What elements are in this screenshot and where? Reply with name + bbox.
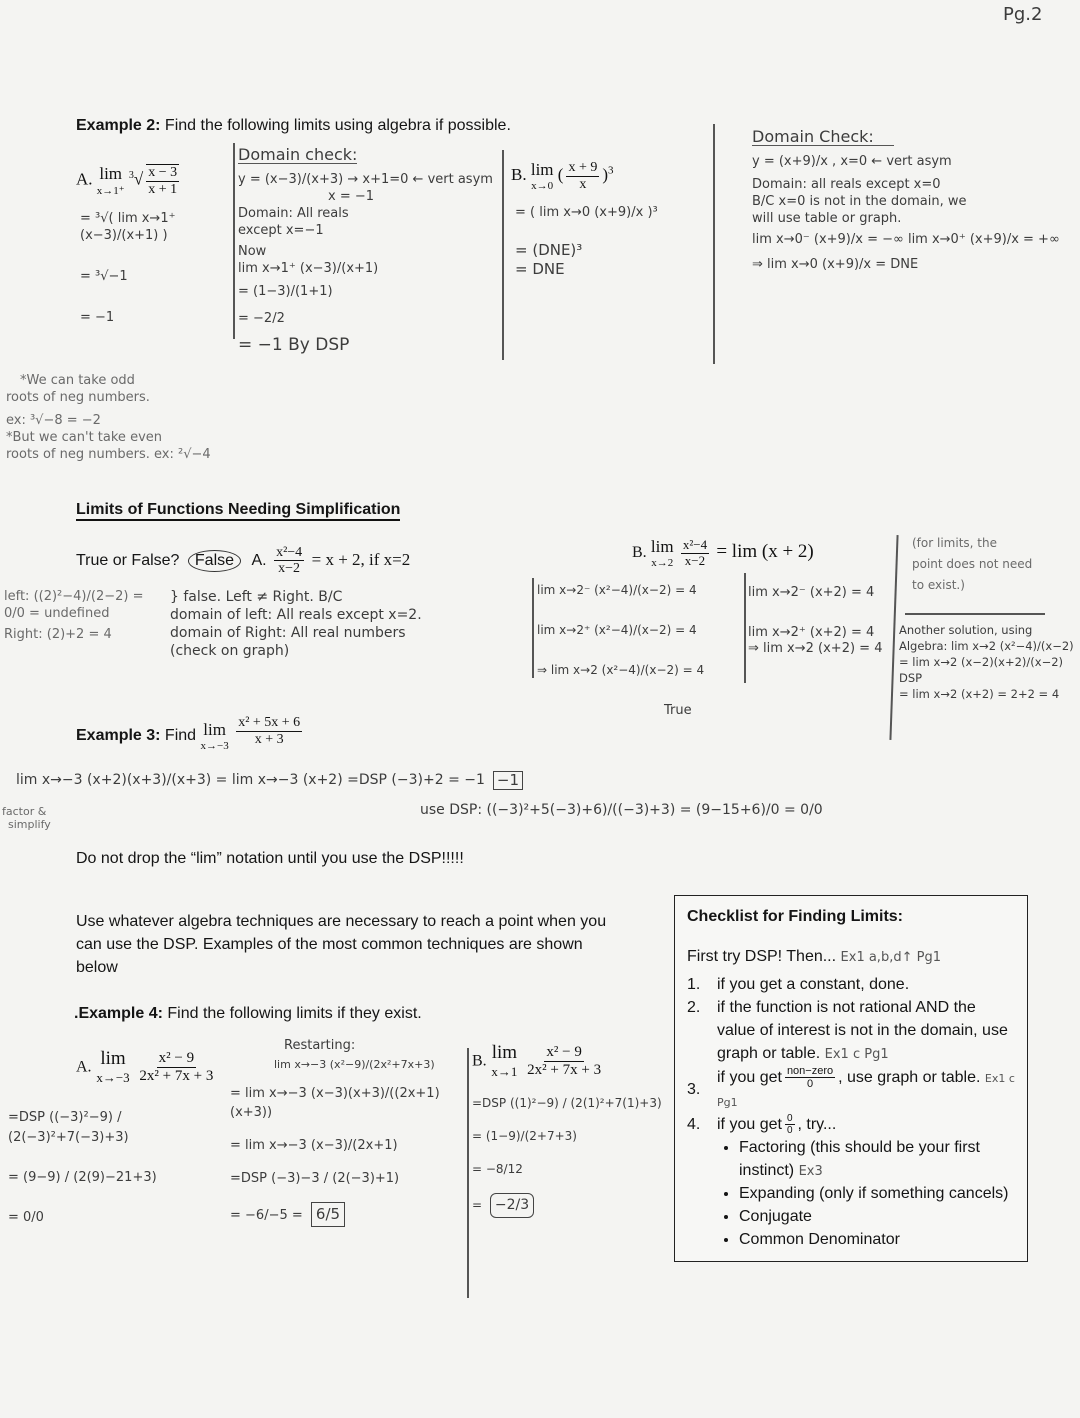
note-line: simplify <box>8 818 51 831</box>
checklist-box <box>674 895 1028 1262</box>
limit-approach: x→2 <box>651 557 674 569</box>
intro-line: can use the DSP. Examples of the most common techniques are shown <box>76 936 583 953</box>
limit-approach: x→1 <box>491 1064 518 1079</box>
fraction-numerator: x − 3 <box>148 165 178 181</box>
intro-line: below <box>76 959 118 976</box>
divider <box>744 573 746 683</box>
fraction-denominator: x + 1 <box>148 181 178 197</box>
domain-line: Domain: All reals <box>238 206 349 221</box>
divider <box>713 124 715 364</box>
note-line: factor & <box>2 805 47 818</box>
note-line: Another solution, using <box>899 623 1033 637</box>
work-line: = ³√−1 <box>80 269 128 284</box>
equation-rhs: = x + 2, if x=2 <box>311 550 411 570</box>
domain-line: y = (x−3)/(x+3) → x+1=0 ← vert asym <box>238 172 493 187</box>
example4-b-problem <box>472 1042 606 1080</box>
divider <box>905 613 1045 615</box>
divider <box>467 1048 469 1298</box>
first-step: First try DSP! Then... <box>687 948 837 965</box>
domain-line: y = (x+9)/x , x=0 ← vert asym <box>752 154 952 169</box>
problem-label: B. <box>511 164 527 184</box>
work-line: = ( lim x→0 (x+9)/x )³ <box>515 205 658 220</box>
example3-work-row <box>16 771 523 790</box>
problem-label: B. <box>632 543 647 561</box>
example4-a-answer-box: 6/5 <box>311 1202 345 1227</box>
work-line: = −1 <box>80 310 115 325</box>
domain-check-title: Domain Check: <box>752 128 894 146</box>
work-line: Right: (2)+2 = 4 <box>4 627 112 642</box>
domain-line: B/C x=0 is not in the domain, we <box>752 194 967 209</box>
checklist-steps <box>687 973 1017 1251</box>
work-line: lim x→−3 (x²−9)/(2x²+7x+3) <box>274 1058 435 1071</box>
limit-line: lim x→2⁻ (x+2) = 4 <box>748 585 875 600</box>
checklist-item <box>687 1113 1017 1136</box>
item-number: 1. <box>687 976 701 993</box>
item-text: if you get <box>717 1116 782 1134</box>
technique-item <box>739 1182 1017 1205</box>
work-line: Restarting: <box>284 1038 356 1053</box>
domain-line: = (1−3)/(1+1) <box>238 284 333 299</box>
limit-operator <box>97 164 125 197</box>
problem-label: B. <box>472 1052 487 1070</box>
work-line: = −6/−5 = <box>230 1208 303 1223</box>
item-text: if you get a constant, done. <box>717 976 910 993</box>
final-row <box>472 1193 662 1218</box>
explain-line: (check on graph) <box>170 643 290 659</box>
fraction-denominator: x <box>579 176 587 192</box>
fraction-numerator: x² − 9 <box>546 1044 582 1060</box>
true-false-problem <box>76 545 410 577</box>
explain-line: domain of Right: All real numbers <box>170 625 406 641</box>
domain-line: Domain: all reals except x=0 <box>752 177 941 192</box>
dsp-warning: Do not drop the “lim” notation until you use the DSP!!!!! <box>76 850 464 867</box>
example3-work: lim x→−3 (x+2)(x+3)/(x+3) = lim x→−3 (x+2) =DSP (−3)+2 = −1 <box>16 772 485 788</box>
one-sided-limits-a <box>537 582 704 678</box>
work-line: = lim x→−3 (x−3)/(2x+1) <box>230 1138 398 1153</box>
work-line: left: ((2)²−4)/(2−2) = 0/0 = undefined <box>4 589 144 621</box>
true-false-prompt: True or False? <box>76 552 180 570</box>
handwritten-note: Ex1 c Pg1 <box>824 1047 889 1062</box>
limit-line: lim x→2⁺ (x²−4)/(x−2) = 4 <box>537 623 697 637</box>
problem-label: A. <box>76 169 93 189</box>
domain-line: = −2/2 <box>238 311 285 326</box>
fraction-denominator: 2x² + 7x + 3 <box>139 1067 214 1084</box>
true-false-explanation <box>170 588 422 660</box>
explain-line: domain of left: All reals except x=2. <box>170 607 422 623</box>
item-text: if the function is not rational AND the value of interest is not in the domain, use graph or table. <box>717 999 1008 1062</box>
limit-line: ⇒ lim x→2 (x+2) = 4 <box>748 641 883 656</box>
intro-line: Use whatever algebra techniques are necessary to reach a point when you <box>76 913 607 930</box>
domain-line: x = −1 <box>328 189 375 204</box>
limit-line: lim x→2⁻ (x²−4)/(x−2) = 4 <box>537 583 697 597</box>
final-row <box>230 1202 455 1227</box>
technique-list <box>687 1136 1017 1251</box>
divider <box>233 143 235 339</box>
lim-text: lim <box>99 164 123 183</box>
work-line: = lim x→−3 (x−3)(x+3)/((2x+1)(x+3)) <box>230 1086 440 1120</box>
dsp-check: use DSP: ((−3)²+5(−3)+6)/((−3)+3) = (9−15+6)/0 = 0/0 <box>420 802 823 818</box>
example2-b-work <box>515 204 705 279</box>
work-line: = <box>472 1198 483 1212</box>
explain-line: } false. Left ≠ Right. B/C <box>170 589 343 605</box>
handwritten-note: Ex3 <box>798 1164 823 1180</box>
domain-line: lim x→1⁺ (x−3)/(x+1) <box>238 261 379 276</box>
limit-approach: x→0 <box>531 180 554 192</box>
fraction-denominator: x−2 <box>278 561 301 577</box>
handwritten-note: Ex1 a,b,d↑ Pg1 <box>840 950 941 965</box>
intro-paragraph <box>76 910 606 979</box>
limit-line: lim x→2⁺ (x+2) = 4 <box>748 625 875 640</box>
divider <box>889 535 898 740</box>
fraction-numerator: non−zero <box>786 1065 834 1077</box>
note-line: roots of neg numbers. ex: ²√−4 <box>6 447 211 462</box>
lim-text: lim <box>100 1048 126 1069</box>
example4-a-dsp-work <box>8 1108 208 1228</box>
fraction-numerator: x²−4 <box>276 545 303 560</box>
divider <box>532 578 534 678</box>
technique-text: Conjugate <box>739 1208 812 1226</box>
technique-text: Factoring (this should be your first instinct) <box>739 1139 980 1180</box>
work-line: =DSP ((1)²−9) / (2(1)²+7(1)+3) <box>472 1096 662 1110</box>
fraction-numerator: x + 9 <box>568 160 598 176</box>
technique-item <box>739 1205 1017 1228</box>
work-line: = ³√( lim x→1⁺ (x−3)/(x+1) ) <box>80 211 176 243</box>
checklist-first <box>687 948 941 966</box>
example3-heading <box>76 715 305 752</box>
domain-line: ⇒ lim x→0 (x+9)/x = DNE <box>752 257 919 272</box>
example4-heading <box>74 1005 422 1023</box>
work-line: = (DNE)³ <box>515 241 583 259</box>
limit-line: ⇒ lim x→2 (x²−4)/(x−2) = 4 <box>537 663 705 677</box>
example4-instructions: Find the following limits if they exist. <box>162 1005 422 1022</box>
fraction-denominator: x−2 <box>684 552 706 568</box>
another-solution <box>899 622 1077 702</box>
checklist-item <box>687 1065 1017 1113</box>
section-heading: Limits of Functions Needing Simplification <box>76 501 400 521</box>
work-line: = 0/0 <box>8 1210 44 1225</box>
example4-a-restart <box>230 1036 455 1227</box>
technique-text: Expanding (only if something cancels) <box>739 1185 1009 1203</box>
checklist-item <box>687 973 1017 996</box>
item-number: 3. <box>687 1080 701 1098</box>
fraction-denominator: x + 3 <box>254 731 284 747</box>
fraction-denominator: 2x² + 7x + 3 <box>527 1061 602 1078</box>
limit-approach: x→−3 <box>96 1070 130 1085</box>
checklist-title: Checklist for Finding Limits: <box>687 908 904 925</box>
example2-b-problem: B. lim x→0 ( $\frac{x + 9}{x}$ )$^3$ <box>511 160 614 192</box>
item-text: , use graph or table. <box>838 1068 981 1086</box>
limit-approach: x→1⁺ <box>96 185 125 197</box>
example3-instructions: Find <box>160 727 197 745</box>
example4-b-answer-box: −2/3 <box>490 1193 534 1218</box>
work-line: =DSP ((−3)²−9) / (2(−3)²+7(−3)+3) <box>8 1110 129 1145</box>
one-sided-limits-b <box>748 585 882 657</box>
example2-a-work <box>80 210 225 326</box>
domain-line: Now <box>238 244 267 259</box>
true-label: True <box>664 703 692 718</box>
limit-operator <box>531 160 554 192</box>
note-line: = lim x→2 (x−2)(x+2)/(x−2) DSP <box>899 655 1064 685</box>
technique-item <box>739 1136 1017 1182</box>
note-line: Algebra: lim x→2 (x²−4)/(x−2) <box>899 639 1074 653</box>
fraction-numerator: x² − 9 <box>158 1050 195 1066</box>
lim-text: lim <box>203 720 226 739</box>
example2-heading <box>76 117 511 135</box>
factor-note <box>2 805 51 831</box>
example4-label: .Example 4: <box>74 1005 163 1022</box>
fraction-denominator: 0 <box>786 1125 793 1137</box>
work-line: = (1−9)/(2+7+3) <box>472 1129 577 1143</box>
exponent: 3 <box>608 164 614 177</box>
domain-check-title: Domain check: <box>238 145 358 164</box>
equation-rhs: = lim (x + 2) <box>716 540 814 562</box>
technique-item <box>739 1228 1017 1251</box>
note-line: (for limits, the <box>912 536 997 550</box>
domain-line: lim x→0⁻ (x+9)/x = −∞ lim x→0⁺ (x+9)/x = +∞ <box>752 232 1060 247</box>
example3-label: Example 3: <box>76 727 161 745</box>
handwritten-note: Ex1 c Pg1 <box>717 1071 1015 1110</box>
example2-a-domain-check <box>238 146 493 356</box>
lim-text: lim <box>530 160 554 179</box>
fraction-numerator: 0 <box>786 1113 793 1125</box>
technique-text: Common Denominator <box>739 1231 900 1249</box>
divider <box>502 150 504 360</box>
note-line: ex: ³√−8 = −2 <box>6 413 101 428</box>
example2-a-notes <box>6 372 231 463</box>
work-line: =DSP (−3)−3 / (2(−3)+1) <box>230 1171 400 1186</box>
item-text: if you get <box>717 1068 782 1086</box>
problem-label: A. <box>251 552 267 570</box>
note-line: roots of neg numbers. <box>6 390 150 405</box>
example2-label: Example 2: <box>76 117 161 134</box>
lim-text: lim <box>650 537 674 556</box>
fraction-denominator: 0 <box>806 1078 814 1091</box>
lim-text: lim <box>491 1042 518 1063</box>
note-line: = lim x→2 (x+2) = 2+2 = 4 <box>899 687 1060 701</box>
work-line: = (9−9) / (2(9)−21+3) <box>8 1170 157 1185</box>
true-false-work <box>4 588 162 643</box>
example4-b-work <box>472 1094 662 1218</box>
item-text: , try... <box>797 1116 837 1134</box>
problem-label: A. <box>76 1058 92 1076</box>
root-index: 3 <box>128 169 134 181</box>
work-line: = DNE <box>515 260 565 278</box>
work-line: = −8/12 <box>472 1162 523 1176</box>
note-line: *But we can't take even <box>6 430 162 445</box>
item-number: 2. <box>687 999 701 1016</box>
domain-line: = −1 By DSP <box>238 335 350 355</box>
simplification-b-problem <box>632 537 814 569</box>
domain-line: will use table or graph. <box>752 211 902 226</box>
fraction-numerator: x²−4 <box>682 537 708 553</box>
item-number: 4. <box>687 1116 701 1134</box>
example4-a-problem <box>76 1048 218 1086</box>
side-note <box>912 535 1032 594</box>
checklist-item <box>687 996 1017 1065</box>
example2-b-domain-check <box>752 128 1072 273</box>
domain-line: except x=−1 <box>238 223 324 238</box>
note-line: *We can take odd <box>20 373 135 388</box>
example3-answer-box: −1 <box>493 771 523 790</box>
page-number: Pg.2 <box>1003 4 1043 25</box>
example2-instructions: Find the following limits using algebra if possible. <box>160 117 511 134</box>
note-line: to exist.) <box>912 578 965 592</box>
limit-approach: x→−3 <box>200 740 229 752</box>
circled-answer: False <box>188 550 241 572</box>
note-line: point does not need <box>912 557 1033 571</box>
example2-a-problem: A. lim x→1⁺ $^3$√ $\frac{x - 3}{x + 1}$ <box>76 164 178 197</box>
fraction-numerator: x² + 5x + 6 <box>238 715 301 731</box>
